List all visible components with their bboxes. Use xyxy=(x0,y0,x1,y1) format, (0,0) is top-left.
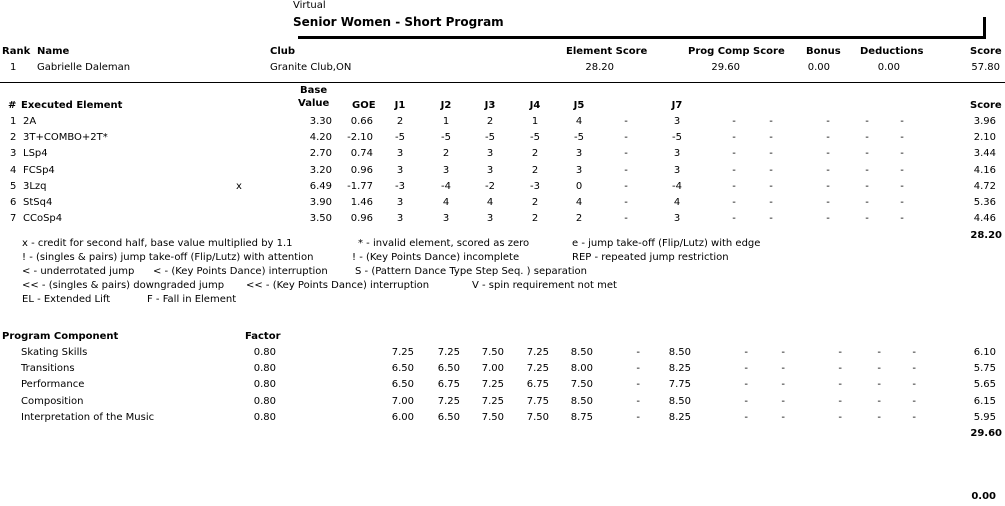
element-judge-mark: - xyxy=(865,148,869,159)
element-code: 3T+COMBO+2T* xyxy=(23,132,108,143)
element-goe: -2.10 xyxy=(347,132,373,143)
component-judge-mark: 7.25 xyxy=(481,396,504,407)
element-judge-mark: - xyxy=(769,116,773,127)
legend-item: F - Fall in Element xyxy=(147,294,237,305)
component-judge-mark: 7.25 xyxy=(526,347,549,358)
element-judge-mark: - xyxy=(865,197,869,208)
component-name: Skating Skills xyxy=(21,347,88,358)
component-factor: 0.80 xyxy=(253,347,276,358)
element-info: x xyxy=(236,181,242,192)
element-base-value: 4.20 xyxy=(309,132,332,143)
factor-header: Factor xyxy=(245,331,281,342)
element-judge-mark: - xyxy=(865,116,869,127)
component-judge-mark: 7.50 xyxy=(526,412,549,423)
club-header: Club xyxy=(270,46,296,57)
title-rule-end xyxy=(983,17,986,38)
component-judge-mark: - xyxy=(636,379,640,390)
component-judge-mark: - xyxy=(912,379,916,390)
component-judge-mark: - xyxy=(636,347,640,358)
component-judge-mark: 7.50 xyxy=(570,379,593,390)
legend-item: ! - (Key Points Dance) incomplete xyxy=(352,252,520,263)
element-judge-mark: - xyxy=(732,116,736,127)
executed-element-header: Executed Element xyxy=(21,100,123,111)
component-name: Interpretation of the Music xyxy=(21,412,155,423)
element-code: LSp4 xyxy=(23,148,48,159)
element-judge-mark: 3 xyxy=(575,148,583,159)
component-judge-mark: - xyxy=(838,363,842,374)
element-base-value: 2.70 xyxy=(309,148,332,159)
component-judge-mark: 7.25 xyxy=(391,347,414,358)
element-judge-mark: -4 xyxy=(672,181,682,192)
element-judge-mark: -5 xyxy=(530,132,540,143)
element-score: 3.44 xyxy=(973,148,996,159)
element-judge-mark: - xyxy=(769,181,773,192)
component-judge-mark: - xyxy=(781,347,785,358)
element-judge-mark: - xyxy=(732,197,736,208)
element-judge-mark: 3 xyxy=(575,165,583,176)
component-judge-mark: - xyxy=(838,379,842,390)
title-rule xyxy=(298,36,986,39)
component-total: 29.60 xyxy=(970,428,1002,439)
component-judge-mark: - xyxy=(838,412,842,423)
element-judge-mark: 3 xyxy=(673,116,681,127)
element-base-value: 3.90 xyxy=(309,197,332,208)
legend-item: << - (singles & pairs) downgraded jump xyxy=(22,280,225,291)
event-label: Virtual xyxy=(293,0,326,11)
element-goe: 0.66 xyxy=(350,116,373,127)
component-judge-mark: - xyxy=(877,412,881,423)
element-judge-mark: -5 xyxy=(441,132,451,143)
element-judge-mark: - xyxy=(900,165,904,176)
component-judge-mark: 8.75 xyxy=(570,412,593,423)
component-factor: 0.80 xyxy=(253,363,276,374)
element-judge-mark: - xyxy=(900,213,904,224)
component-judge-mark: 6.75 xyxy=(437,379,460,390)
element-judge-mark: 4 xyxy=(575,197,583,208)
component-judge-mark: - xyxy=(636,412,640,423)
num-header: # xyxy=(8,100,17,111)
component-judge-mark: 7.00 xyxy=(481,363,504,374)
pcs-header: Prog Comp Score xyxy=(688,46,785,57)
element-judge-mark: 4 xyxy=(575,116,583,127)
element-goe: 0.74 xyxy=(350,148,373,159)
element-judge-mark: 3 xyxy=(486,165,494,176)
element-code: CCoSp4 xyxy=(23,213,63,224)
element-row-number: 1 xyxy=(10,116,17,127)
component-score: 5.65 xyxy=(973,379,996,390)
element-score: 4.16 xyxy=(973,165,996,176)
component-name: Composition xyxy=(21,396,84,407)
component-judge-mark: - xyxy=(744,347,748,358)
component-judge-mark: 7.25 xyxy=(526,363,549,374)
element-judge-mark: 2 xyxy=(396,116,404,127)
legend-item: REP - repeated jump restriction xyxy=(572,252,729,263)
element-judge-mark: 0 xyxy=(575,181,583,192)
element-goe: -1.77 xyxy=(347,181,373,192)
component-judge-mark: - xyxy=(744,379,748,390)
component-factor: 0.80 xyxy=(253,396,276,407)
element-judge-mark: - xyxy=(624,181,628,192)
deductions-total: 0.00 xyxy=(971,491,996,502)
judge-header: J2 xyxy=(440,100,452,111)
element-goe: 0.96 xyxy=(350,213,373,224)
element-judge-mark: - xyxy=(826,165,830,176)
element-score-value: 28.20 xyxy=(585,62,614,73)
element-judge-mark: - xyxy=(732,148,736,159)
component-judge-mark: 6.50 xyxy=(437,412,460,423)
component-judge-mark: 6.50 xyxy=(391,363,414,374)
judge-header: J5 xyxy=(573,100,585,111)
component-judge-mark: - xyxy=(838,347,842,358)
element-code: FCSp4 xyxy=(23,165,55,176)
rank-value: 1 xyxy=(10,62,17,73)
element-judge-mark: 2 xyxy=(442,148,450,159)
element-row-number: 2 xyxy=(10,132,17,143)
element-judge-mark: 2 xyxy=(531,213,539,224)
element-judge-mark: -5 xyxy=(485,132,495,143)
club-name: Granite Club,ON xyxy=(270,62,352,73)
judge-header: J1 xyxy=(394,100,406,111)
element-total: 28.20 xyxy=(970,230,1002,241)
element-judge-mark: -3 xyxy=(530,181,540,192)
component-judge-mark: - xyxy=(912,363,916,374)
base-header-2: Value xyxy=(298,98,330,109)
component-judge-mark: 8.50 xyxy=(668,347,691,358)
element-judge-mark: -2 xyxy=(485,181,495,192)
judge-header: J4 xyxy=(529,100,541,111)
element-row-number: 5 xyxy=(10,181,17,192)
legend-item: V - spin requirement not met xyxy=(472,280,617,291)
element-judge-mark: - xyxy=(826,197,830,208)
element-judge-mark: - xyxy=(732,213,736,224)
component-judge-mark: - xyxy=(744,396,748,407)
component-judge-mark: - xyxy=(838,396,842,407)
element-judge-mark: - xyxy=(865,165,869,176)
score-header: Score xyxy=(970,46,1002,57)
element-judge-mark: - xyxy=(826,181,830,192)
component-judge-mark: 7.75 xyxy=(668,379,691,390)
element-code: 2A xyxy=(23,116,37,127)
element-judge-mark: - xyxy=(624,213,628,224)
element-judge-mark: 3 xyxy=(396,148,404,159)
element-judge-mark: - xyxy=(826,213,830,224)
component-score: 6.15 xyxy=(973,396,996,407)
element-judge-mark: -5 xyxy=(395,132,405,143)
legend-item: EL - Extended Lift xyxy=(22,294,111,305)
element-judge-mark: - xyxy=(900,197,904,208)
element-judge-mark: - xyxy=(732,165,736,176)
component-header: Program Component xyxy=(2,331,119,342)
legend-item: x - credit for second half, base value multiplied by 1.1 xyxy=(22,238,293,249)
element-judge-mark: 1 xyxy=(442,116,450,127)
element-score: 2.10 xyxy=(973,132,996,143)
element-judge-mark: - xyxy=(769,197,773,208)
legend-item: < - (Key Points Dance) interruption xyxy=(153,266,328,277)
component-judge-mark: 6.50 xyxy=(437,363,460,374)
element-judge-mark: 3 xyxy=(673,165,681,176)
component-judge-mark: 7.25 xyxy=(437,347,460,358)
component-score: 6.10 xyxy=(973,347,996,358)
element-judge-mark: - xyxy=(826,148,830,159)
component-score: 5.95 xyxy=(973,412,996,423)
legend-item: * - invalid element, scored as zero xyxy=(358,238,530,249)
element-judge-mark: - xyxy=(826,132,830,143)
element-judge-mark: 3 xyxy=(442,165,450,176)
component-judge-mark: 7.50 xyxy=(481,412,504,423)
element-judge-mark: 4 xyxy=(486,197,494,208)
element-row-number: 7 xyxy=(10,213,17,224)
element-row-number: 3 xyxy=(10,148,17,159)
element-judge-mark: - xyxy=(900,132,904,143)
pcs-value: 29.60 xyxy=(711,62,740,73)
component-score: 5.75 xyxy=(973,363,996,374)
element-judge-mark: - xyxy=(900,148,904,159)
element-judge-mark: - xyxy=(900,116,904,127)
bonus-header: Bonus xyxy=(806,46,841,57)
component-judge-mark: 8.50 xyxy=(570,347,593,358)
element-judge-mark: 1 xyxy=(531,116,539,127)
component-factor: 0.80 xyxy=(253,379,276,390)
bonus-value: 0.00 xyxy=(807,62,830,73)
element-code: 3Lzq xyxy=(23,181,47,192)
base-header-1: Base xyxy=(300,85,328,96)
component-judge-mark: 8.25 xyxy=(668,363,691,374)
total-score-value: 57.80 xyxy=(971,62,1000,73)
element-judge-mark: - xyxy=(865,213,869,224)
legend-item: S - (Pattern Dance Type Step Seq. ) separation xyxy=(355,266,587,277)
goe-header: GOE xyxy=(352,100,376,111)
element-score: 4.46 xyxy=(973,213,996,224)
element-score: 4.72 xyxy=(973,181,996,192)
component-judge-mark: - xyxy=(636,396,640,407)
component-judge-mark: 7.50 xyxy=(481,347,504,358)
component-factor: 0.80 xyxy=(253,412,276,423)
deductions-header: Deductions xyxy=(860,46,924,57)
component-judge-mark: - xyxy=(781,412,785,423)
component-judge-mark: - xyxy=(912,347,916,358)
element-code: StSq4 xyxy=(23,197,53,208)
name-header: Name xyxy=(37,46,70,57)
element-judge-mark: - xyxy=(769,132,773,143)
component-judge-mark: - xyxy=(912,412,916,423)
component-judge-mark: 7.00 xyxy=(391,396,414,407)
program-title: Senior Women - Short Program xyxy=(293,15,504,29)
component-judge-mark: 7.25 xyxy=(481,379,504,390)
deductions-value: 0.00 xyxy=(877,62,900,73)
element-judge-mark: 4 xyxy=(673,197,681,208)
element-goe: 1.46 xyxy=(350,197,373,208)
component-judge-mark: 8.25 xyxy=(668,412,691,423)
element-judge-mark: - xyxy=(769,165,773,176)
component-judge-mark: - xyxy=(877,363,881,374)
element-judge-mark: - xyxy=(900,181,904,192)
component-judge-mark: 8.50 xyxy=(668,396,691,407)
component-judge-mark: - xyxy=(912,396,916,407)
rank-header: Rank xyxy=(2,46,31,57)
legend-item: < - underrotated jump xyxy=(22,266,135,277)
element-judge-mark: -5 xyxy=(574,132,584,143)
legend-item: ! - (singles & pairs) jump take-off (Flip/Lutz) with attention xyxy=(22,252,314,263)
component-judge-mark: - xyxy=(781,379,785,390)
element-judge-mark: - xyxy=(865,181,869,192)
element-judge-mark: 2 xyxy=(531,165,539,176)
element-judge-mark: -5 xyxy=(672,132,682,143)
element-judge-mark: 3 xyxy=(396,213,404,224)
component-judge-mark: 7.25 xyxy=(437,396,460,407)
component-judge-mark: - xyxy=(877,396,881,407)
component-judge-mark: 6.00 xyxy=(391,412,414,423)
component-judge-mark: - xyxy=(744,412,748,423)
skater-name: Gabrielle Daleman xyxy=(37,62,131,73)
element-judge-mark: -3 xyxy=(395,181,405,192)
element-judge-mark: - xyxy=(732,132,736,143)
component-judge-mark: 7.75 xyxy=(526,396,549,407)
element-base-value: 3.20 xyxy=(309,165,332,176)
element-score: 5.36 xyxy=(973,197,996,208)
element-score-header: Element Score xyxy=(566,46,648,57)
element-judge-mark: - xyxy=(865,132,869,143)
element-judge-mark: 3 xyxy=(486,213,494,224)
summary-divider xyxy=(0,82,1005,83)
element-judge-mark: 3 xyxy=(396,197,404,208)
element-judge-mark: - xyxy=(624,132,628,143)
element-score: 3.96 xyxy=(973,116,996,127)
component-name: Transitions xyxy=(21,363,75,374)
element-judge-mark: 4 xyxy=(442,197,450,208)
element-judge-mark: - xyxy=(826,116,830,127)
element-judge-mark: 3 xyxy=(673,148,681,159)
judge-header: J3 xyxy=(484,100,496,111)
element-base-value: 6.49 xyxy=(309,181,332,192)
component-name: Performance xyxy=(21,379,85,390)
element-judge-mark: 3 xyxy=(486,148,494,159)
judge-header: J7 xyxy=(671,100,683,111)
element-base-value: 3.30 xyxy=(309,116,332,127)
component-judge-mark: - xyxy=(877,379,881,390)
element-judge-mark: -4 xyxy=(441,181,451,192)
element-goe: 0.96 xyxy=(350,165,373,176)
element-row-number: 6 xyxy=(10,197,17,208)
element-judge-mark: - xyxy=(624,116,628,127)
component-judge-mark: 8.50 xyxy=(570,396,593,407)
element-judge-mark: - xyxy=(624,148,628,159)
element-judge-mark: 2 xyxy=(531,197,539,208)
element-row-number: 4 xyxy=(10,165,17,176)
component-judge-mark: 8.00 xyxy=(570,363,593,374)
element-base-value: 3.50 xyxy=(309,213,332,224)
element-judge-mark: - xyxy=(624,165,628,176)
element-judge-mark: 3 xyxy=(673,213,681,224)
element-judge-mark: 2 xyxy=(575,213,583,224)
element-judge-mark: - xyxy=(769,148,773,159)
element-judge-mark: 2 xyxy=(531,148,539,159)
component-judge-mark: - xyxy=(636,363,640,374)
component-judge-mark: - xyxy=(781,396,785,407)
element-judge-mark: 3 xyxy=(396,165,404,176)
element-judge-mark: - xyxy=(732,181,736,192)
component-judge-mark: - xyxy=(781,363,785,374)
component-judge-mark: - xyxy=(744,363,748,374)
element-judge-mark: - xyxy=(769,213,773,224)
element-judge-mark: - xyxy=(624,197,628,208)
element-judge-mark: 2 xyxy=(486,116,494,127)
legend-item: e - jump take-off (Flip/Lutz) with edge xyxy=(572,238,761,249)
component-judge-mark: 6.50 xyxy=(391,379,414,390)
element-score-col-header: Score xyxy=(970,100,1002,111)
component-judge-mark: 6.75 xyxy=(526,379,549,390)
legend-item: << - (Key Points Dance) interruption xyxy=(246,280,430,291)
component-judge-mark: - xyxy=(877,347,881,358)
element-judge-mark: 3 xyxy=(442,213,450,224)
